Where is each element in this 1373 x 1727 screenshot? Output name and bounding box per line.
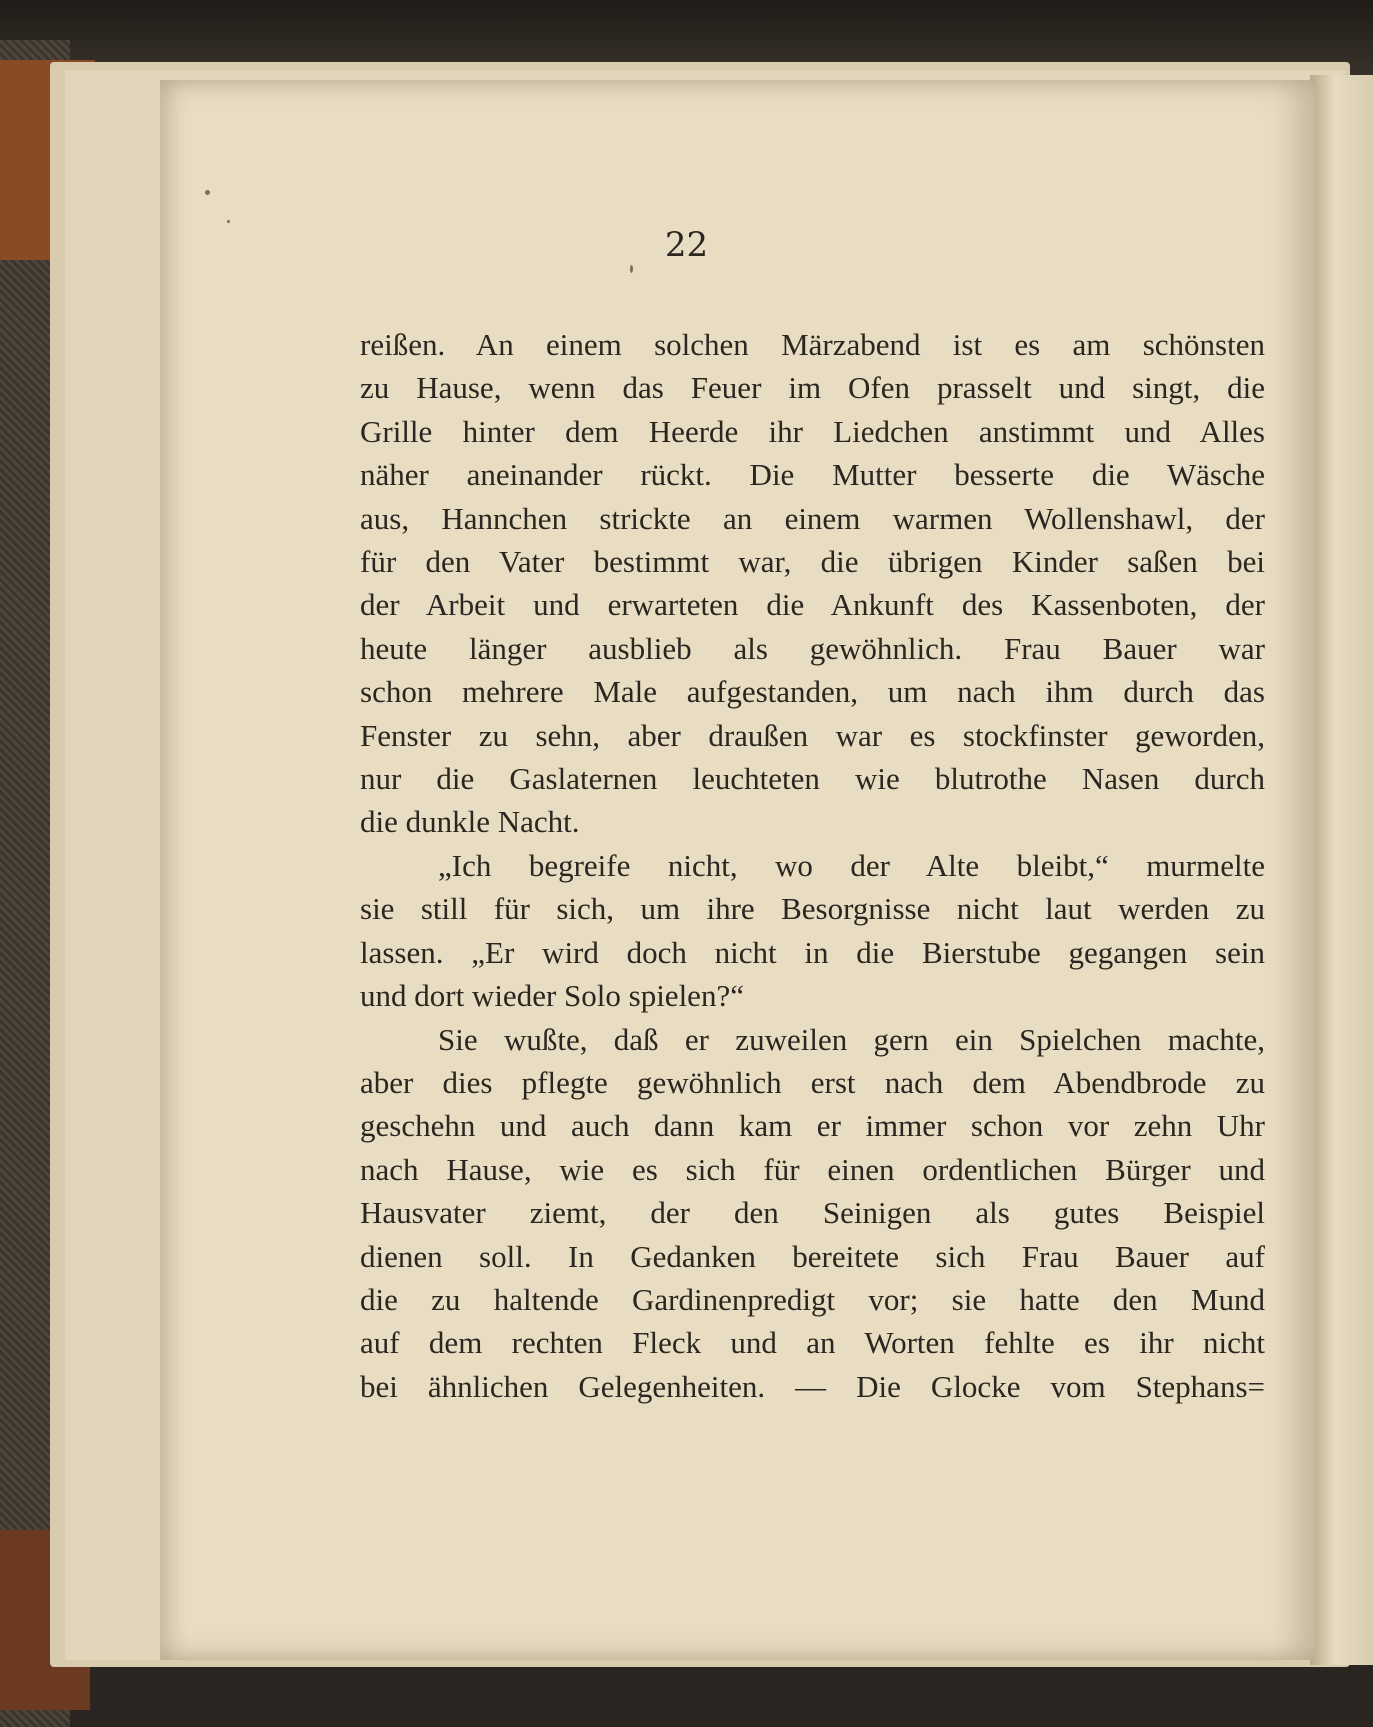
page-number: 22 [664, 225, 709, 265]
text-line: nur die Gaslaternen leuchteten wie blutrothe Nasen durch [360, 761, 1265, 797]
text-line: reißen. An einem solchen Märzabend ist es am schönsten [360, 327, 1265, 362]
text-line: aus, Hannchen strickte an einem warmen Wollenshawl, der [360, 500, 1265, 536]
page-speck [205, 190, 210, 195]
text-line: dienen soll. In Gedanken bereitete sich Frau Bauer auf [360, 1238, 1265, 1274]
text-line: „Ich begreife nicht, wo der Alte bleibt,“ murmelte [438, 847, 1265, 883]
page-speck [630, 265, 633, 273]
text-line: auf dem rechten Fleck und an Worten fehlte es ihr nicht [360, 1325, 1265, 1361]
text-line: die dunkle Nacht. [360, 804, 580, 840]
text-line: heute länger ausblieb als gewöhnlich. Frau Bauer war [360, 630, 1265, 666]
text-line: sie still für sich, um ihre Besorgnisse nicht laut werden zu [360, 891, 1265, 927]
text-line: nach Hause, wie es sich für einen ordentlichen Bürger und [360, 1151, 1265, 1187]
text-line: Fenster zu sehn, aber draußen war es stockfinster geworden, [360, 717, 1265, 753]
page-speck [227, 220, 230, 223]
text-line: näher aneinander rückt. Die Mutter besserte die Wäsche [360, 457, 1265, 493]
text-line: der Arbeit und erwarteten die Ankunft des Kassenboten, der [360, 587, 1265, 623]
text-line: lassen. „Er wird doch nicht in die Bierstube gegangen sein [360, 934, 1265, 970]
facing-page-edge [1310, 75, 1373, 1665]
text-line: Hausvater ziemt, der den Seinigen als gutes Beispiel [360, 1195, 1265, 1231]
page-text [360, 323, 1265, 1408]
text-line: Grille hinter dem Heerde ihr Liedchen anstimmt und Alles [360, 413, 1265, 449]
text-line: geschehn und auch dann kam er immer schon vor zehn Uhr [360, 1108, 1265, 1144]
text-line: bei ähnlichen Gelegenheiten. — Die Glocke vom Stephans= [360, 1368, 1265, 1404]
text-line: aber dies pflegte gewöhnlich erst nach dem Abendbrode zu [360, 1064, 1265, 1100]
text-line: für den Vater bestimmt war, die übrigen Kinder saßen bei [360, 544, 1265, 580]
text-line: zu Hause, wenn das Feuer im Ofen prasselt und singt, die [360, 370, 1265, 406]
text-line: die zu haltende Gardinenpredigt vor; sie hatte den Mund [360, 1281, 1265, 1317]
text-line: Sie wußte, daß er zuweilen gern ein Spielchen machte, [438, 1021, 1265, 1057]
text-line: und dort wieder Solo spielen?“ [360, 978, 744, 1014]
text-line: schon mehrere Male aufgestanden, um nach ihm durch das [360, 674, 1265, 710]
